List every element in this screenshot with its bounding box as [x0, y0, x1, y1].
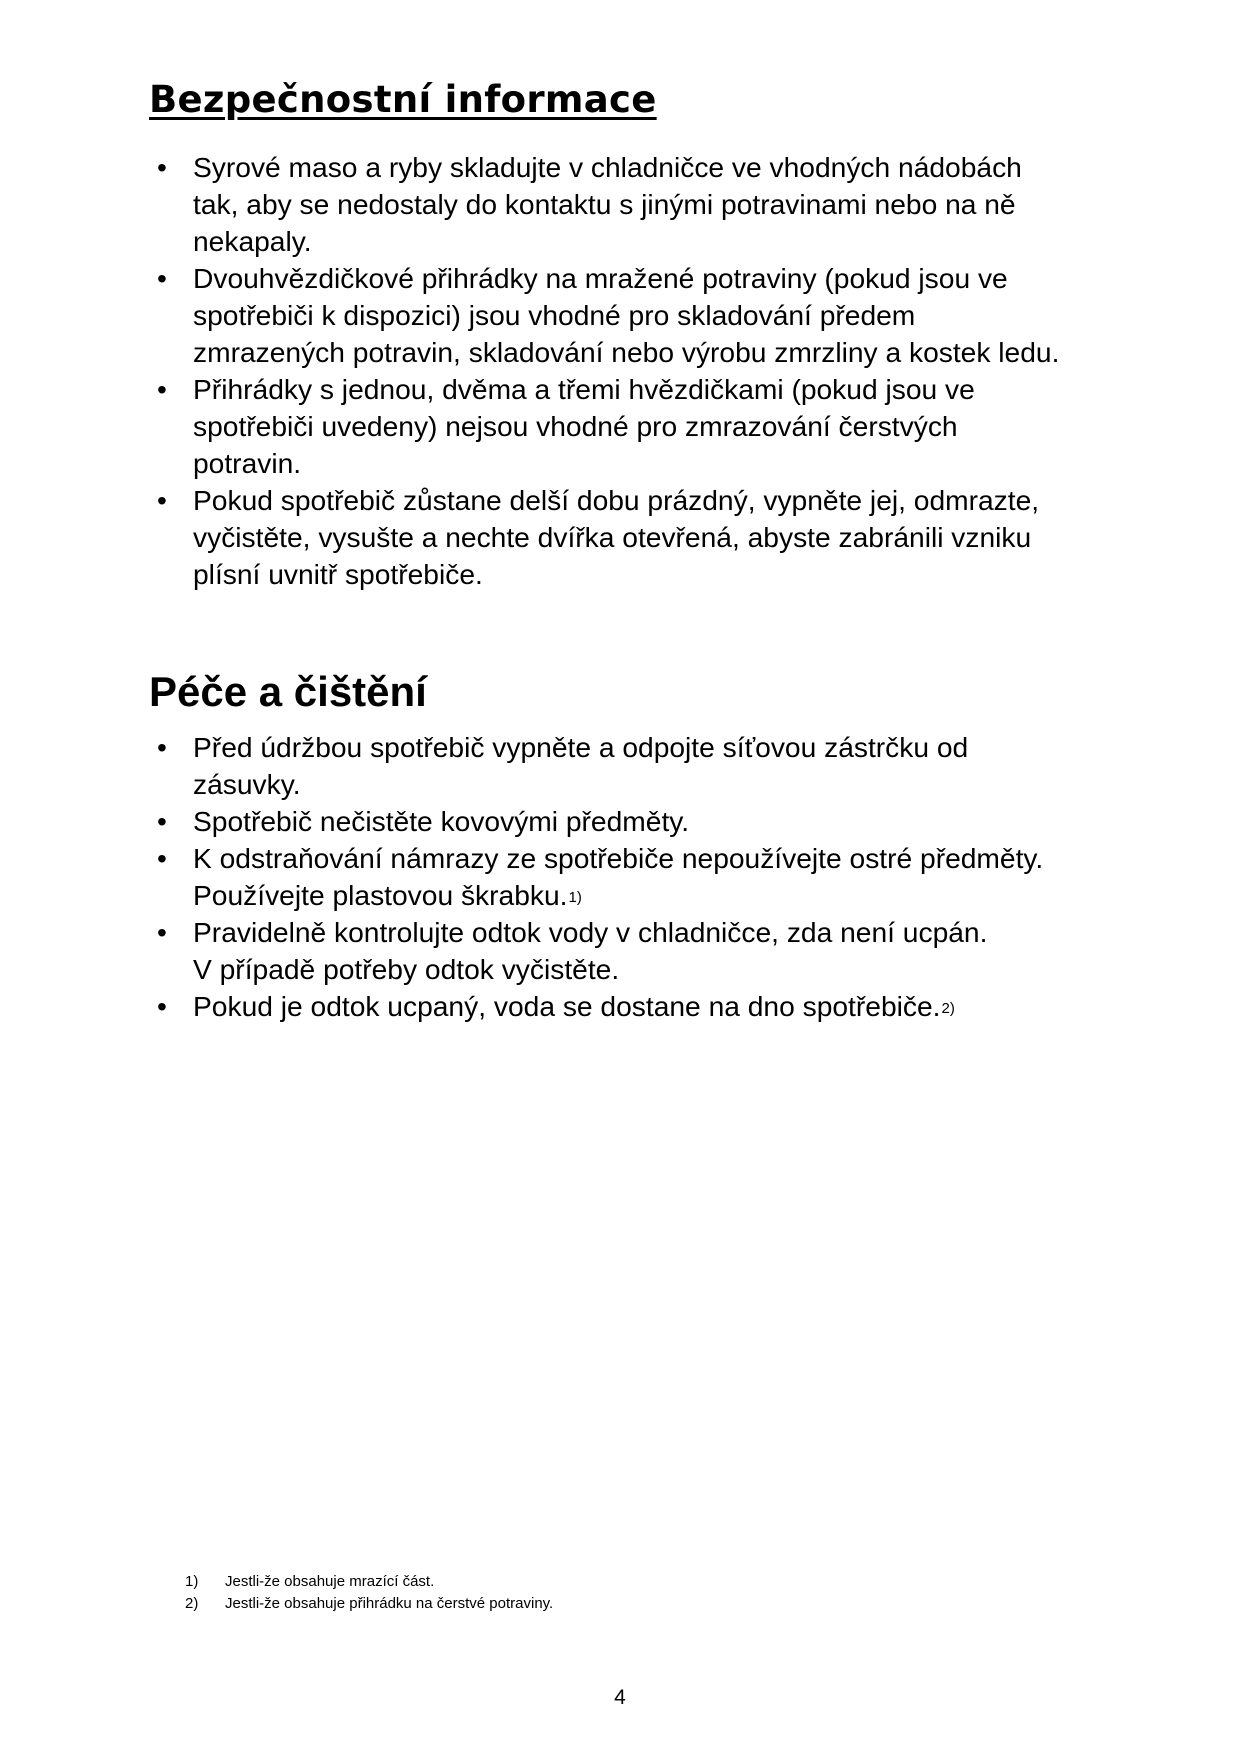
list-item-line: tak, aby se nedostaly do kontaktu s jinými potravinami nebo na ně: [193, 188, 1016, 220]
list-item: [149, 840, 1109, 914]
list-item-line: [193, 877, 1109, 914]
footnote-reference: 2): [941, 1000, 955, 1017]
list-item-line: Pokud spotřebič zůstane delší dobu prázdný, vypněte jej, odmrazte,: [193, 484, 1040, 516]
list-item: [149, 482, 1109, 593]
footnotes: [185, 1571, 553, 1615]
list-item-line: zmrazených potravin, skladování nebo výrobu zmrzliny a kostek ledu.: [193, 336, 1060, 368]
list-item: [149, 803, 1109, 840]
list-item-line: zásuvky.: [193, 768, 301, 800]
bullet-icon: •: [157, 842, 167, 874]
list-item-line: vyčistěte, vysušte a nechte dvířka otevřená, abyste zabránili vzniku: [193, 521, 1032, 553]
footnote-reference: 1): [568, 889, 582, 906]
bullet-icon: •: [157, 262, 167, 294]
bullet-icon: •: [157, 805, 167, 837]
safety-bullet-list: [149, 149, 1109, 593]
list-item: [149, 149, 1109, 260]
list-item-line: [193, 988, 1109, 1025]
list-item-line: Před údržbou spotřebič vypněte a odpojte síťovou zástrčku od: [193, 731, 969, 763]
care-bullet-list: [149, 729, 1109, 1025]
bullet-icon: •: [157, 373, 167, 405]
bullet-icon: •: [157, 990, 167, 1022]
list-item-text: Používejte plastovou škrabku.: [193, 879, 568, 911]
list-item-line: nekapaly.: [193, 225, 312, 257]
bullet-icon: •: [157, 484, 167, 516]
list-item: [149, 988, 1109, 1025]
list-item-line: Spotřebič nečistěte kovovými předměty.: [193, 805, 690, 837]
bullet-icon: •: [157, 151, 167, 183]
list-item-text: Pokud je odtok ucpaný, voda se dostane na dno spotřebiče.: [193, 990, 941, 1022]
list-item-line: Syrové maso a ryby skladujte v chladničce ve vhodných nádobách: [193, 151, 1022, 183]
footnote: [185, 1571, 553, 1593]
footnote-number: 1): [185, 1573, 199, 1590]
page-number: 4: [614, 1686, 626, 1709]
footnote: [185, 1593, 553, 1615]
list-item: [149, 914, 1109, 988]
list-item: [149, 729, 1109, 803]
bullet-icon: •: [157, 916, 167, 948]
heading-safety-information: Bezpečnostní informace: [149, 78, 657, 121]
heading-care-and-cleaning: Péče a čištění: [149, 668, 427, 715]
footnote-text: Jestli-že obsahuje mrazící část.: [225, 1573, 435, 1590]
list-item: [149, 371, 1109, 482]
bullet-icon: •: [157, 731, 167, 763]
list-item-line: Přihrádky s jednou, dvěma a třemi hvězdičkami (pokud jsou ve: [193, 373, 975, 405]
list-item-line: potravin.: [193, 447, 302, 479]
list-item-line: spotřebiči k dispozici) jsou vhodné pro skladování předem: [193, 299, 916, 331]
list-item-line: spotřebiči uvedeny) nejsou vhodné pro zmrazování čerstvých: [193, 410, 958, 442]
list-item-line: K odstraňování námrazy ze spotřebiče nepoužívejte ostré předměty.: [193, 842, 1044, 874]
footnote-text: Jestli-že obsahuje přihrádku na čerstvé potraviny.: [225, 1595, 554, 1612]
list-item-line: plísní uvnitř spotřebiče.: [193, 558, 483, 590]
list-item-line: Pravidelně kontrolujte odtok vody v chladničce, zda není ucpán.: [193, 916, 988, 948]
list-item-line: Dvouhvězdičkové přihrádky na mražené potraviny (pokud jsou ve: [193, 262, 1008, 294]
footnote-number: 2): [185, 1595, 199, 1612]
list-item-line: V případě potřeby odtok vyčistěte.: [193, 953, 620, 985]
list-item: [149, 260, 1109, 371]
